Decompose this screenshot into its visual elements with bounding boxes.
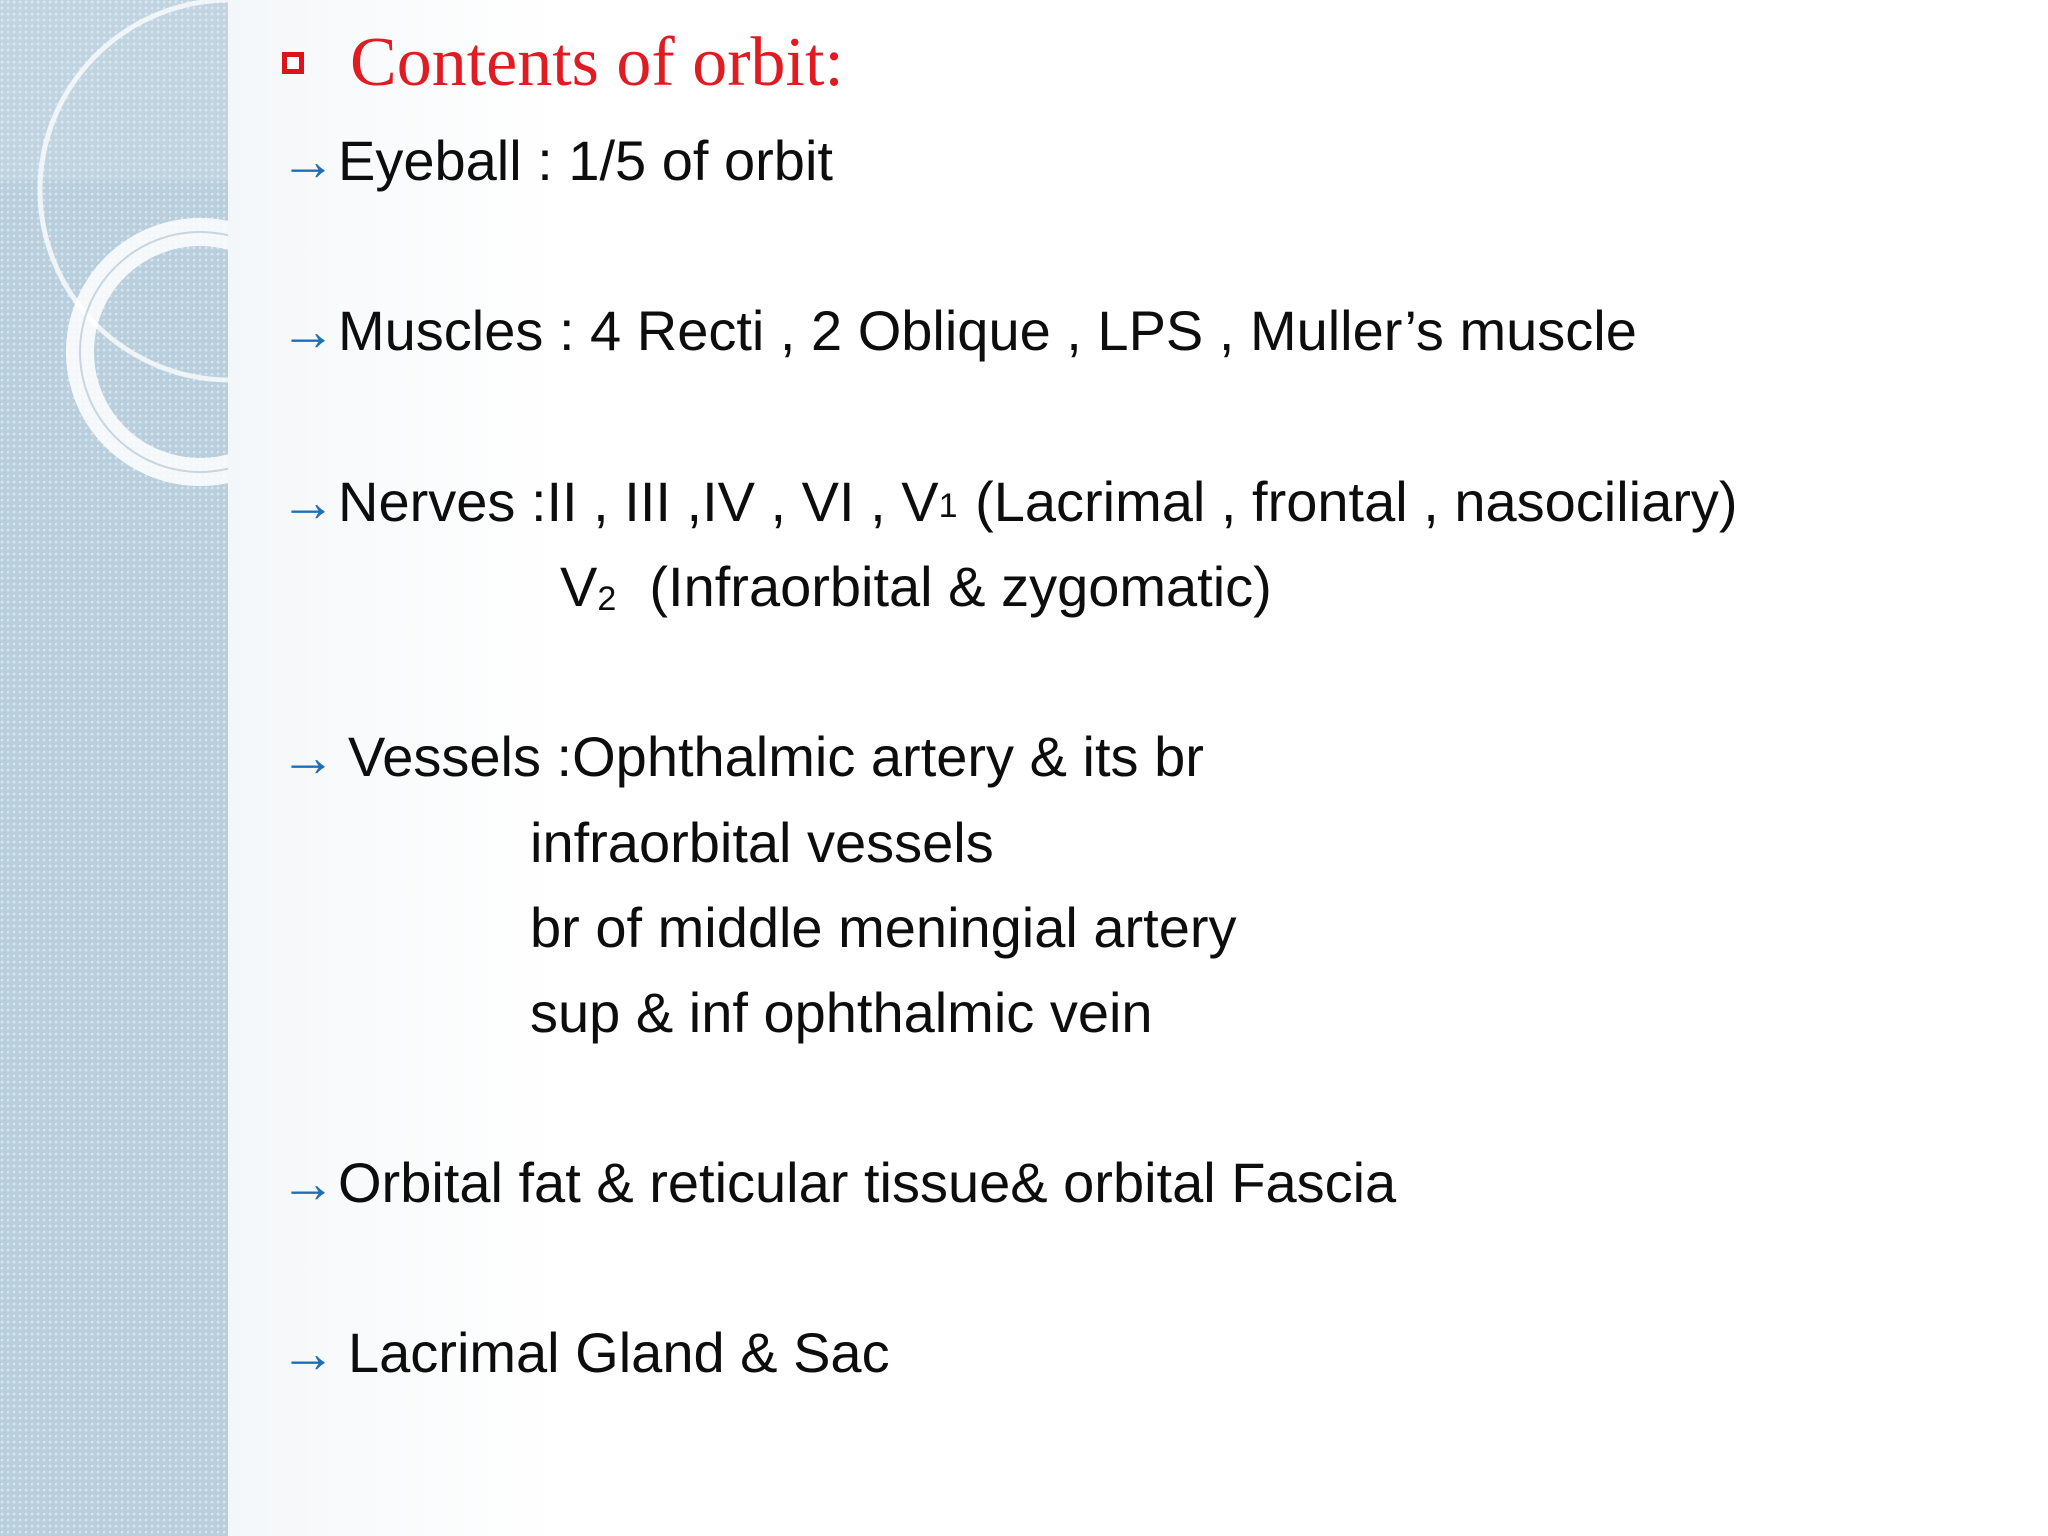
list-item-muscles xyxy=(280,298,1637,364)
vessels-sub-item: sup & inf ophthalmic vein xyxy=(530,981,1153,1044)
subscript: 1 xyxy=(938,487,958,525)
item-text: V xyxy=(560,555,598,618)
vessels-sub-item: br of middle meningial artery xyxy=(530,896,1237,959)
list-item-nerves xyxy=(280,469,1738,535)
title-row xyxy=(280,18,844,108)
right-arrow-icon: → xyxy=(280,129,336,192)
item-text: Orbital fat & reticular tissue& orbital Fascia xyxy=(338,1151,1397,1214)
right-arrow-icon: → xyxy=(280,1151,336,1214)
decorative-sidebar xyxy=(0,0,230,1536)
list-item-lacrimal xyxy=(280,1320,890,1386)
item-text: Nerves :II , III ,IV , VI , V xyxy=(338,470,939,533)
page-title: Contents of orbit: xyxy=(350,24,844,101)
vessels-sub-item: infraorbital vessels xyxy=(530,811,994,874)
right-arrow-icon: → xyxy=(280,725,336,788)
slide-content xyxy=(228,0,2048,1536)
item-text: Lacrimal Gland & Sac xyxy=(348,1321,890,1384)
right-arrow-icon: → xyxy=(280,1321,336,1384)
list-item-eyeball xyxy=(280,128,833,194)
decorative-rings-icon xyxy=(0,0,228,500)
list-item-orbital-fat xyxy=(280,1150,1396,1216)
list-item-vessels xyxy=(280,724,1204,790)
item-text: Eyeball : 1/5 of orbit xyxy=(338,129,833,192)
right-arrow-icon: → xyxy=(280,470,336,533)
item-text: Muscles : 4 Recti , 2 Oblique , LPS , Muller’s muscle xyxy=(338,299,1637,362)
item-text-tail: (Infraorbital & zygomatic) xyxy=(618,555,1272,618)
nerves-second-line xyxy=(560,554,1272,628)
right-arrow-icon: → xyxy=(280,299,336,362)
item-text-tail: (Lacrimal , frontal , nasociliary) xyxy=(959,470,1738,533)
checkbox-bullet-icon xyxy=(280,48,310,78)
item-text: Vessels :Ophthalmic artery & its br xyxy=(348,725,1204,788)
subscript: 2 xyxy=(597,580,617,618)
